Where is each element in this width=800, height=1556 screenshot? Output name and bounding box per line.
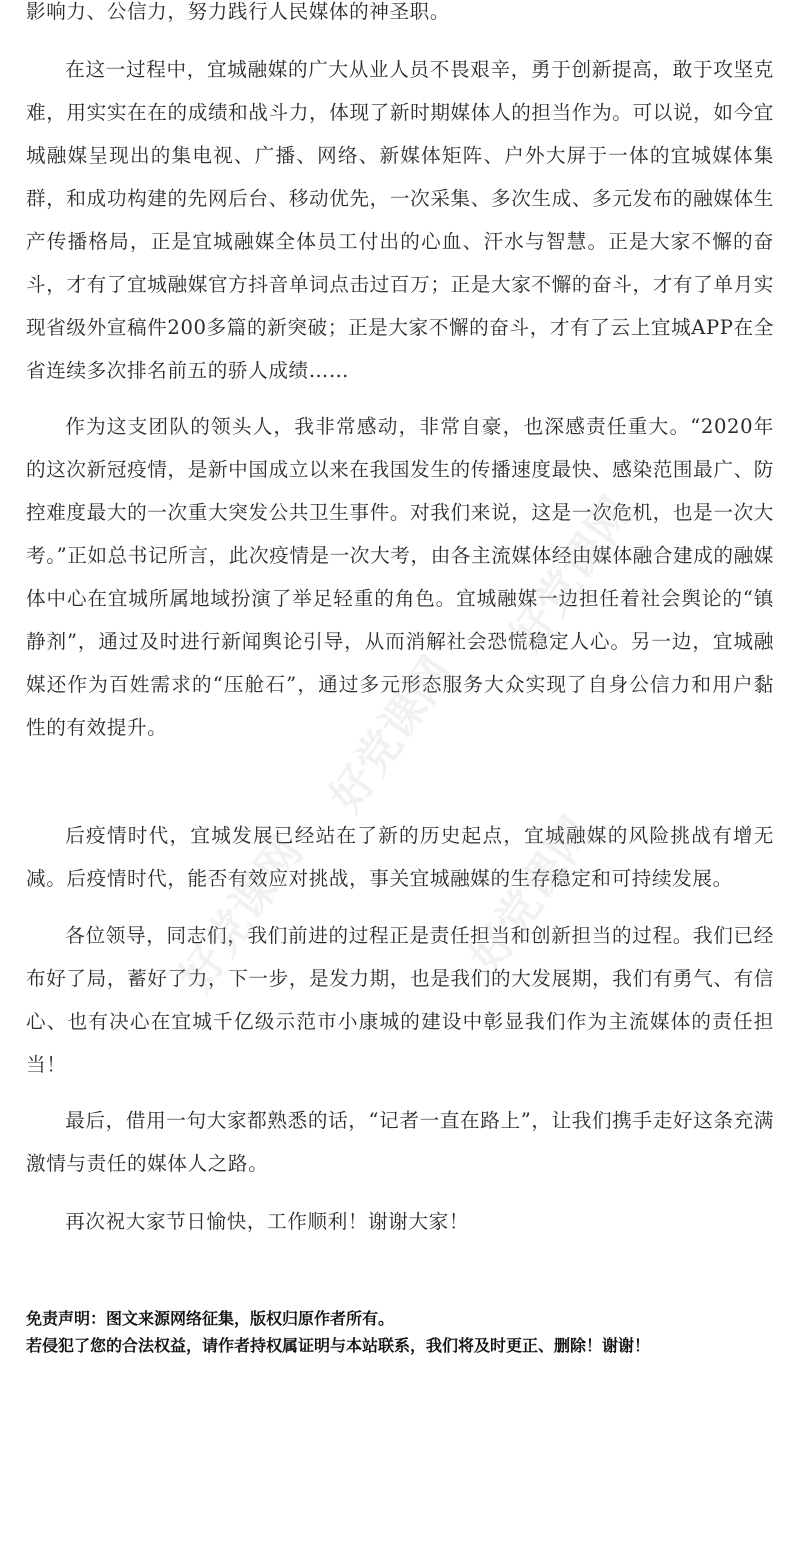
disclaimer-line-1: 免责声明：图文来源网络征集，版权归原作者所有。 — [26, 1309, 395, 1328]
watermark: 好党课网 — [500, 487, 644, 662]
article-paragraph-5: 各位领导，同志们，我们前进的过程正是责任担当和创新担当的过程。我们已经布好了局，蓄好了力，下一步，是发力期，也是我们的大发展期，我们有勇气、有信心、也有决心在宜城千亿级示范市小康城的建设中彰显我们作为主流媒体的责任担当！ — [26, 924, 774, 1076]
article-paragraph-6: 最后，借用一句大家都熟悉的话，“记者一直在路上”，让我们携手走好这条充满激情与责任的媒体人之路。 — [26, 1109, 774, 1175]
watermark: 好党课网 — [320, 647, 464, 822]
article-paragraph-4: 后疫情时代，宜城发展已经站在了新的历史起点，宜城融媒的风险挑战有增无减。后疫情时代，能否有效应对挑战，事关宜城融媒的生存稳定和可持续发展。 — [26, 824, 774, 890]
article-paragraph-2: 在这一过程中，宜城融媒的广大从业人员不畏艰辛，勇于创新提高，敢于攻坚克难，用实实在在的成绩和战斗力，体现了新时期媒体人的担当作为。可以说，如今宜城融媒呈现出的集电视、广播、网络、新媒体矩阵、户外大屏于一体的宜城媒体集群，和成功构建的先网后台、移动优先，一次采集、多次生成、多元发布的融媒体生产传播格局，正是宜城融媒全体员工付出的心血、汗水与智慧。正是大家不懈的奋斗，才有了宜城融媒官方抖音单词点击过百万；正是大家不懈的奋斗，才有了单月实现省级外宣稿件200多篇的新突破；正是大家不懈的奋斗，才有了云上宜城APP在全省连续多次排名前五的骄人成绩…… — [26, 58, 774, 382]
disclaimer-line-2: 若侵犯了您的合法权益，请作者持权属证明与本站联系，我们将及时更正、删除！谢谢！ — [26, 1336, 651, 1355]
article-paragraph-1: 影响力、公信力，努力践行人民媒体的神圣职。 — [26, 0, 451, 23]
watermark: 好党课网 — [170, 827, 314, 1002]
disclaimer — [26, 1305, 786, 1359]
article-paragraph-7: 再次祝大家节日愉快，工作顺利！谢谢大家！ — [65, 1210, 470, 1233]
article-paragraph-3: 作为这支团队的领头人，我非常感动，非常自豪，也深感责任重大。“2020年的这次新冠疫情，是新中国成立以来在我国发生的传播速度最快、感染范围最广、防控难度最大的一次重大突发公共卫生事件。对我们来说，这是一次危机，也是一次大考。”正如总书记所言，此次疫情是一次大考，由各主流媒体经由媒体融合建成的融媒体中心在宜城所属地域扮演了举足轻重的角色。宜城融媒一边担任着社会舆论的“镇静剂”，通过及时进行新闻舆论引导，从而消解社会恐慌稳定人心。另一边，宜城融媒还作为百姓需求的“压舱石”，通过多元形态服务大众实现了自身公信力和用户黏性的有效提升。 — [26, 415, 774, 739]
watermark: 好党课网 — [460, 807, 604, 982]
